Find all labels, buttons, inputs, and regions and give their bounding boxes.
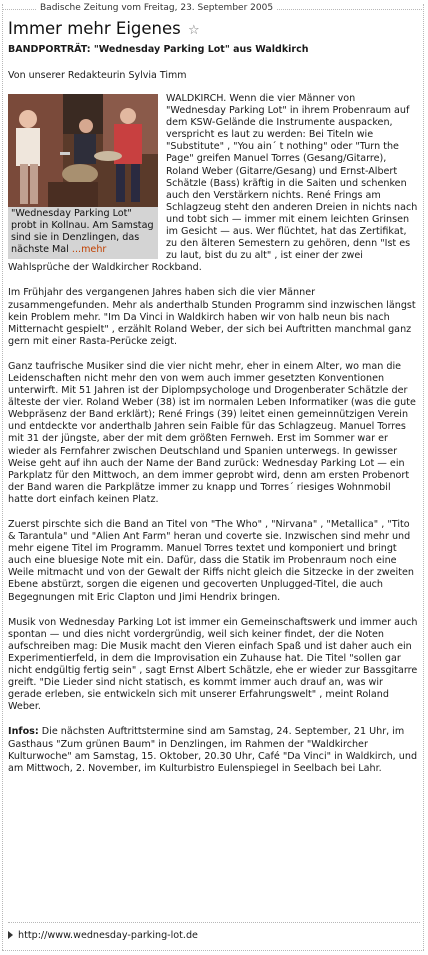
article-kicker: BANDPORTRÄT: "Wednesday Parking Lot" aus Waldkirch	[8, 44, 309, 55]
arrow-right-icon	[8, 931, 13, 939]
source-line: Badische Zeitung vom Freitag, 23. September 2005	[36, 3, 277, 13]
band-photo[interactable]	[8, 94, 158, 207]
title-text: Immer mehr Eigenes	[8, 19, 181, 38]
star-icon[interactable]: ☆	[188, 23, 200, 38]
paragraph-4: Zuerst pirschte sich die Band an Titel von "The Who" , "Nirvana" , "Metallica" , "Tito & Tarantula" und "Alien Ant Farm" heran und coverte sie. Inzwischen sind mehr und mehr eigene Titel im Programm. Manuel Torres textet und komponiert und bringt auch eine bluesige Note mit ein. Dafür, dass die Statik im Probenraum noch eine Weile mitmacht und von der Gewalt der Riffs nicht gleich die Sitzecke in der zweiten Ebene abstürzt, sorgen die eigenen und gecoverten Unplugged-Titel, die auch Begegnungen mit Eric Clapton und Jimi Hendrix bringen.	[8, 519, 414, 603]
infos-paragraph	[8, 726, 418, 774]
bottom-border	[2, 950, 424, 951]
photo-box	[8, 94, 158, 259]
paragraph-2: Im Frühjahr des vergangenen Jahres haben sich die vier Männer zusammengefunden. Mehr als anderthalb Stunden Programm sind inzwischen längst kein Problem mehr. "Im Da Vinci in Waldkirch haben wir von halb neun bis nach Mitternacht gespielt" , erzählt Roland Weber, der sich bei Auftritten manchmal ganz gern mit einer Rasta-Perücke zeigt.	[8, 287, 416, 347]
article-body	[8, 93, 418, 788]
infos-text: Die nächsten Auftrittstermine sind am Samstag, 24. September, 21 Uhr, im Gasthaus "Zum grünen Baum" in Denzlingen, im Rahmen der "Waldkircher Kulturwoche" am Samstag, 15. Oktober, 20.30 Uhr, Café "Da Vinci" in Waldkirch, und am Mittwoch, 2. November, im Kulturbistro Eulenspiegel in Seelbach bei Lahr.	[8, 726, 418, 774]
bottom-separator	[8, 922, 420, 923]
article-author: Von unserer Redakteurin Sylvia Timm	[8, 70, 187, 81]
paragraph-1: WALDKIRCH. Wenn die vier Männer von "Wednesday Parking Lot" in ihrem Probenraum auf dem KSW-Gelände die Instrumente auspacken, verspricht es laut zu werden: Bei Titeln wie "Substitute" , "You ain´ t nothing" oder "Turn the Page" greifen Manuel Torres (Gesang/Gitarre), Roland Weber (Gitarre/Gesang) und Ernst-Albert Schätzle (Bass) kräftig in die Saiten und schenken auch den Verstärkern nichts. René Frings am Schlagzeug steht den anderen Dreien in nichts nach und tobt sich — immer mit einem leichten Grinsen im Gesicht — aus. Wer flüchtet, hat das Zertifikat, zu den älteren Semestern zu gehören, denn "Ist es zu laut, bist du zu alt" , ist einer der zwei Wahlsprüche der Waldkircher Rockband.	[8, 93, 418, 274]
website-link[interactable]: http://www.wednesday-parking-lot.de	[18, 930, 198, 941]
article-title	[8, 19, 200, 38]
more-link[interactable]: ...mehr	[71, 244, 107, 255]
infos-label: Infos:	[8, 726, 39, 738]
photo-caption	[8, 207, 158, 259]
caption-text: "Wednesday Parking Lot" probt in Kollnau. Am Samstag sind sie in Denzlingen, das nächste Mal	[11, 208, 154, 255]
website-link-row[interactable]	[8, 930, 198, 941]
paragraph-5: Musik von Wednesday Parking Lot ist immer ein Gemeinschaftswerk und immer auch spontan — und dies nicht vordergründig, weil sich keiner findet, der die Noten aufschreiben mag: Die Musik macht den Vieren einfach Spaß und ist daher auch ein Experimentierfeld, in dem die Improvisation ein Zuhause hat. Die Titel "sollen gar nicht endgültig fertig sein" , sagt Ernst Albert Schätzle, ehe er wieder zur Bassgitarre greift. "Die Lieder sind nicht statisch, es kommt immer auch drauf an, was wir gerade erleben, sie entwickeln sich mit unserer Erfahrungswelt" , meint Roland Weber.	[8, 616, 418, 713]
paragraph-3: Ganz taufrische Musiker sind die vier nicht mehr, eher in einem Alter, wo man die Leidenschaften nicht mehr den von wem auch immer gesetzten Konventionen unterwirft. Mit 51 Jahren ist der Diplompsychologe und Drogenberater Schätzle der älteste der vier. Roland Weber (38) ist im normalen Leben Informatiker (was die gute Webpräsenz der Band erklärt); René Frings (39) leitet einen gemeinnützigen Verein und entdeckte vor anderthalb Jahren sein Faible für das Schlagzeug. Manuel Torres mit 31 der jüngste, aber der mit dem größten Fernweh. Erst im Sommer war er wieder als Fernfahrer zwischen Deutschland und Spanien unterwegs. In gewisser Weise geht auf ihn auch der Name der Band zurück: Wednesday Parking Lot — ein Parkplatz für den Mittwoch, an dem immer geprobt wird, denn am ersten Probenort der Band waren die Parkplätze immer zu knapp und Torres´ riesiges Wohnmobil hatte dort einfach keinen Platz.	[8, 360, 416, 505]
